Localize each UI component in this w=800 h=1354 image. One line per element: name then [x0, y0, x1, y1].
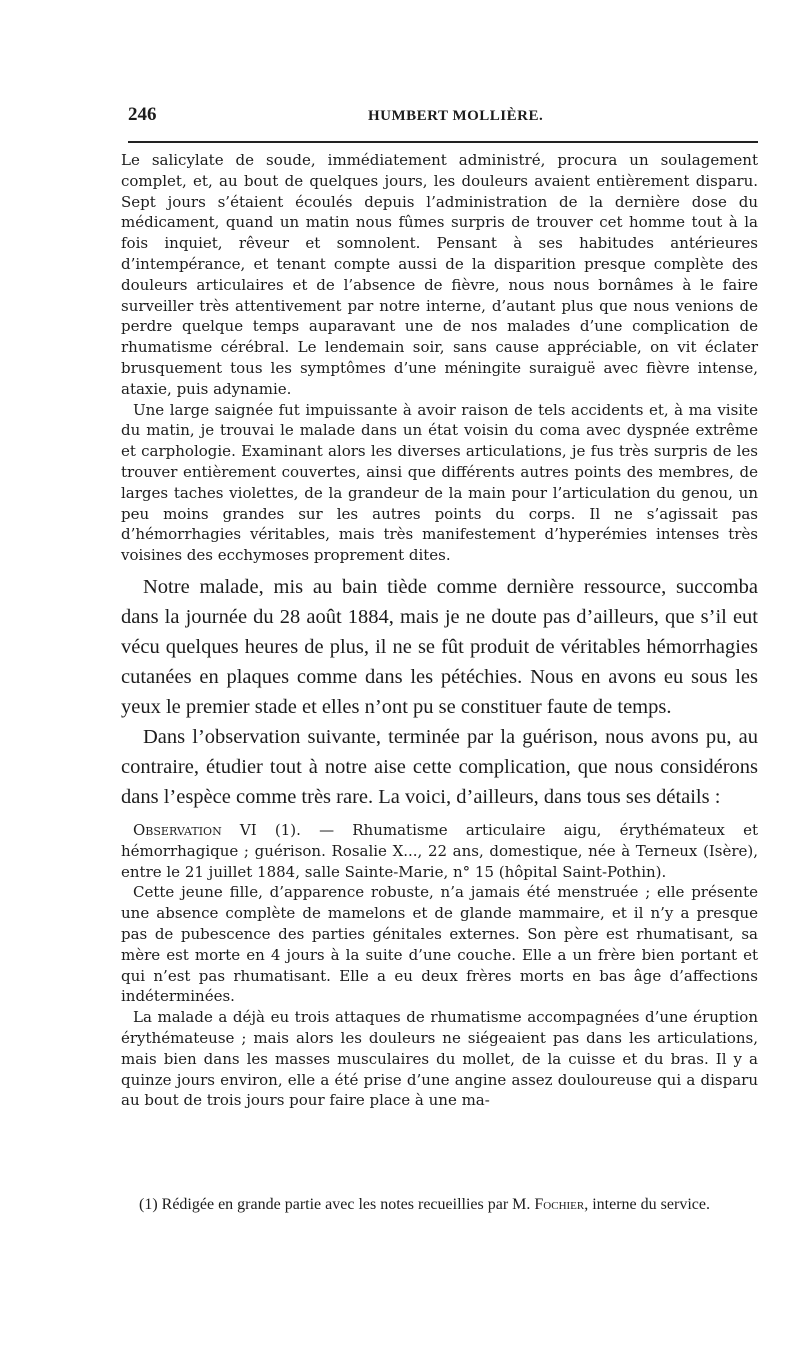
- footnote-text-end: , interne du service.: [584, 1196, 710, 1213]
- paragraph-salicylate: Le salicylate de soude, immédiatement administré, procura un soulagement complet, et, au bout de quelques jours, les douleurs avaient entièrement disparu. Sept jours s’étaient écoulés depuis l’administration de la dernière dose du médicament, quand un matin nous fûmes surpris de trouver cet homme tout à la fois inquiet, rêveur et somnolent. Pensant à ses habitudes antérieures d’intempérance, et tenant compte aussi de la disparition presque complète des douleurs articulaires et de l’absence de fièvre, nous nous bornâmes à le faire surveiller très attentivement par notre interne, d’autant plus que nous venions de perdre quelque temps auparavant une de nos malades d’une complication de rhumatisme cérébral. Le lendemain soir, sans cause appréciable, on vit éclater brusquement tous les symptômes d’une méningite suraiguë avec fièvre intense, ataxie, puis adynamie.: [121, 151, 758, 398]
- observation-heading: Observation VI (1).: [133, 820, 301, 839]
- page-header: [128, 104, 758, 128]
- body-text: [121, 150, 758, 1111]
- page-number: 246: [128, 104, 157, 125]
- footnote: [121, 1196, 758, 1214]
- observation-header: [121, 820, 758, 882]
- running-title: HUMBERT MOLLIÈRE.: [368, 108, 544, 124]
- footnote-author: Fochier: [534, 1196, 585, 1213]
- paragraph-bain-tiede: Notre malade, mis au bain tiède comme dernière ressource, succomba dans la journée du 28 août 1884, mais je ne doute pas d’ailleurs, que s’il eut vécu quelques heures de plus, il ne se fût produit de véritables hémorrhagies cutanées en plaques comme dans les pétéchies. Nous en avons eu sous les yeux le premier stade et elles n’ont pu se constituer faute de temps.: [121, 575, 758, 718]
- header-rule: [128, 141, 758, 143]
- paragraph-saignee: Une large saignée fut impuissante à avoir raison de tels accidents et, à ma visite du matin, je trouvai le malade dans un état voisin du coma avec dyspnée extrême et carphologie. Examinant alors les diverses articulations, je fus très surpris de les trouver entièrement couvertes, ainsi que différents autres points des membres, de larges taches violettes, de la grandeur de la main pour l’articulation du genou, un peu moins grandes sur les autres points du corps. Il ne s’agissait pas d’hémorrhagies véritables, mais très manifestement d’hyperémies intenses très voisines des ecchymoses proprement dites.: [121, 400, 758, 565]
- paragraph-attaques: La malade a déjà eu trois attaques de rhumatisme accompagnées d’une éruption érythémateuse ; mais alors les douleurs ne siégeaient pas dans les articulations, mais bien dans les masses musculaires du mollet, de la cuisse et du bras. Il y a quinze jours environ, elle a été prise d’une angine assez douloureuse qui a disparu au bout de trois jours pour faire place à une ma-: [121, 1008, 758, 1110]
- observation-summary: — Rhumatisme articulaire aigu, érythémateux et hémorrhagique ; guérison. Rosalie X..., 22 ans, domestique, née à Terneux (Isère), entre le 21 juillet 1884, salle Sainte-Marie, n° 15 (hôpital Saint-Pothin).: [121, 820, 758, 881]
- footnote-text: (1) Rédigée en grande partie avec les notes recueillies par M.: [139, 1196, 535, 1213]
- paragraph-jeune-fille: Cette jeune fille, d’apparence robuste, n’a jamais été menstruée ; elle présente une absence complète de mamelons et de glande mammaire, et il n’y a presque pas de pubescence des parties génitales externes. Son père est rhumatisant, sa mère est morte en 4 jours à la suite d’une couche. Elle a un frère bien portant et qui n’est pas rhumatisant. Elle a eu deux frères morts en bas âge d’affections indéterminées.: [121, 883, 758, 1006]
- paragraph-observation-suivante: Dans l’observation suivante, terminée par la guérison, nous avons pu, au contraire, étudier tout à notre aise cette complication, que nous considérons dans l’espèce comme très rare. La voici, d’ailleurs, dans tous ses détails :: [121, 725, 758, 808]
